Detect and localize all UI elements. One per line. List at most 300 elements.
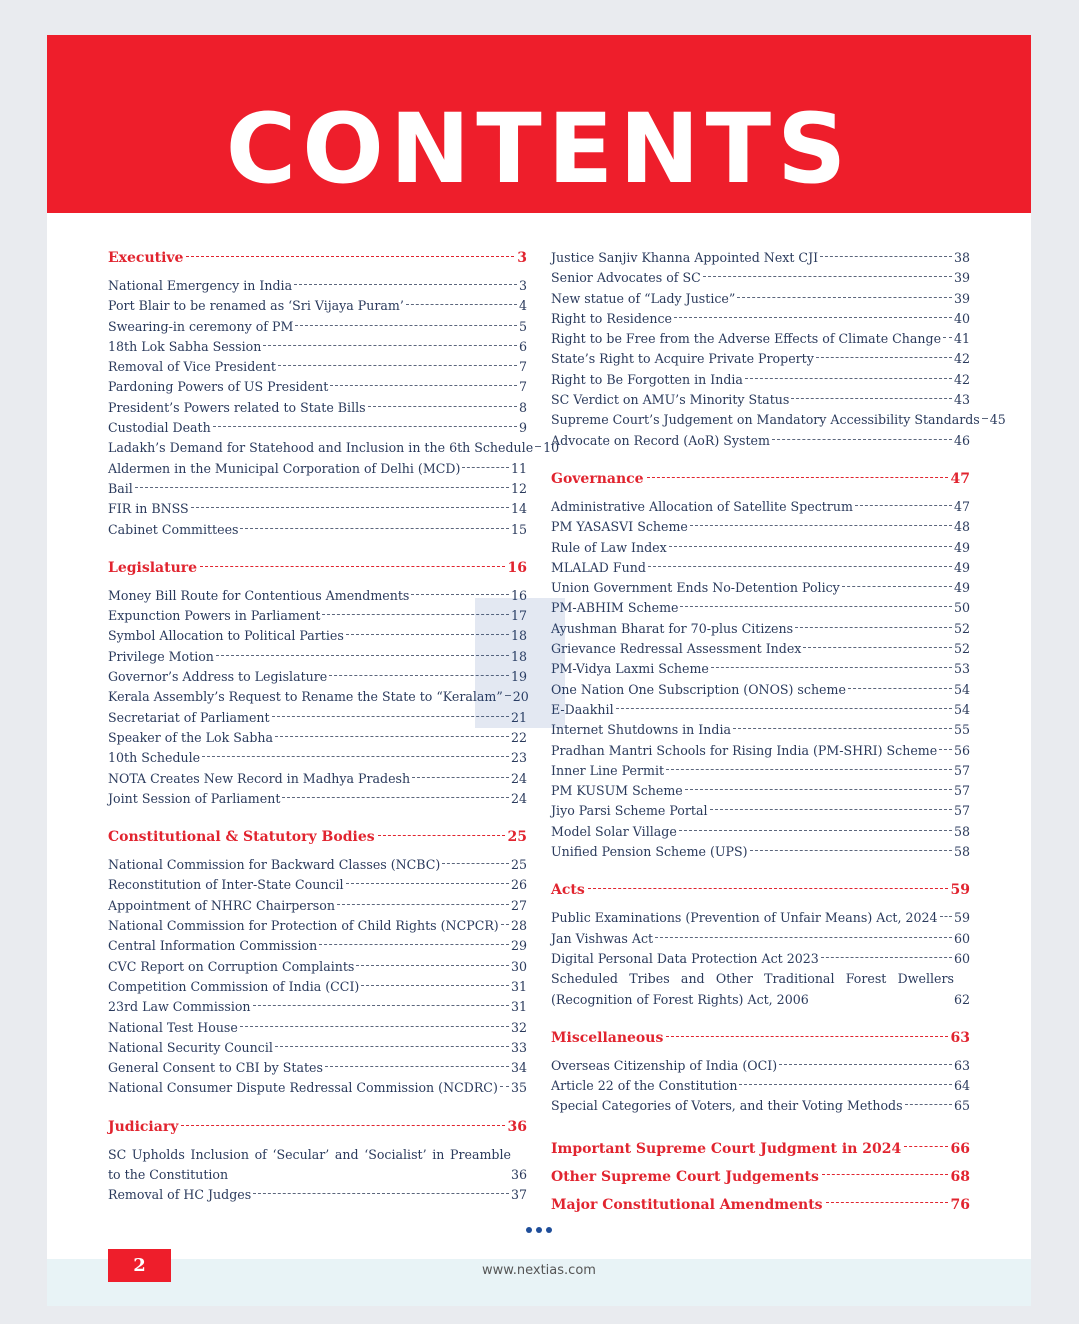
toc-entry-title: Secretariat of Parliament <box>108 709 270 725</box>
toc-entry-page: 45 <box>989 412 1006 428</box>
toc-entry[interactable] <box>551 370 970 390</box>
toc-entry[interactable] <box>108 1078 527 1098</box>
toc-entry-page: 29 <box>510 938 527 954</box>
toc-entry[interactable] <box>551 969 970 1010</box>
toc-entry[interactable] <box>108 855 527 875</box>
toc-entry[interactable] <box>551 761 970 781</box>
leader-dots <box>820 256 952 257</box>
toc-entry-title: National Commission for Backward Classes (NCBC) <box>108 857 441 873</box>
toc-entry[interactable] <box>551 801 970 821</box>
toc-entry-title: Speaker of the Lok Sabha <box>108 729 274 745</box>
toc-entry-page: 53 <box>953 661 970 677</box>
toc-entry-title: Competition Commission of India (CCI) <box>108 978 360 994</box>
toc-entry[interactable] <box>551 700 970 720</box>
toc-entry-title: Governor’s Address to Legislature <box>108 669 328 685</box>
section-heading-title: Acts <box>551 882 585 899</box>
toc-entry-page: 39 <box>953 290 970 306</box>
toc-entry-title: Right to be Free from the Adverse Effects of Climate Change <box>551 331 942 347</box>
toc-entry-page: 65 <box>953 1098 970 1114</box>
toc-entry-title: Port Blair to be renamed as ‘Sri Vijaya Puram’ <box>108 298 404 314</box>
leader-dots <box>940 916 952 917</box>
leader-dots <box>750 850 952 851</box>
toc-entry-page: 35 <box>510 1080 527 1096</box>
toc-entry[interactable] <box>108 957 527 977</box>
toc-entry-title: MLALAD Fund <box>551 559 646 575</box>
toc-entry-page: 49 <box>953 539 970 555</box>
toc-entry-page: 59 <box>953 910 970 926</box>
toc-entry-page: 4 <box>518 298 527 314</box>
leader-dots <box>803 647 952 648</box>
leader-dots <box>322 614 509 615</box>
toc-entry-page: 54 <box>953 701 970 717</box>
toc-entry-page: 36 <box>510 1166 527 1182</box>
section-heading[interactable] <box>108 558 527 578</box>
toc-entry-page: 30 <box>510 958 527 974</box>
toc-entry-page: 55 <box>953 722 970 738</box>
spacer <box>108 540 527 558</box>
toc-entry[interactable] <box>108 728 527 748</box>
toc-entry[interactable] <box>551 431 970 451</box>
toc-entry-page: 34 <box>510 1060 527 1076</box>
section-heading-page: 25 <box>507 829 527 846</box>
toc-entry[interactable] <box>108 499 527 519</box>
toc-entry-title: Expunction Powers in Parliament <box>108 608 321 624</box>
toc-entry-page: 23 <box>510 750 527 766</box>
toc-entry-title: Digital Personal Data Protection Act 2023 <box>551 950 819 966</box>
toc-entry-title: Swearing-in ceremony of PM <box>108 318 294 334</box>
leader-dots <box>275 736 509 737</box>
section-heading-page: 36 <box>507 1118 527 1135</box>
toc-entry[interactable] <box>551 781 970 801</box>
leader-dots <box>500 1086 509 1087</box>
leader-dots <box>822 1174 948 1175</box>
toc-entry-title: Advocate on Record (AoR) System <box>551 432 770 448</box>
toc-entry[interactable] <box>108 606 527 626</box>
toc-entry-page: 28 <box>510 918 527 934</box>
toc-entry[interactable] <box>551 842 970 862</box>
toc-entry-title: Removal of HC Judges <box>108 1187 252 1203</box>
toc-entry-title: PM-ABHIM Scheme <box>551 600 679 616</box>
leader-dots <box>330 385 517 386</box>
toc-entry[interactable] <box>108 667 527 687</box>
toc-entry-page: 12 <box>510 480 527 496</box>
toc-entry[interactable] <box>108 1185 527 1205</box>
leader-dots <box>216 655 509 656</box>
section-heading-title: Constitutional & Statutory Bodies <box>108 829 375 846</box>
toc-entry-title: Reconstitution of Inter-State Council <box>108 877 344 893</box>
toc-entry-page: 48 <box>953 519 970 535</box>
toc-entry-title: Jan Vishwas Act <box>551 930 654 946</box>
toc-entry-page: 40 <box>953 310 970 326</box>
toc-entry[interactable] <box>551 598 970 618</box>
toc-entry-title: National Security Council <box>108 1039 273 1055</box>
section-heading-page: 47 <box>950 470 970 487</box>
toc-entry-title: New statue of “Lady Justice” <box>551 290 736 306</box>
toc-entry[interactable] <box>551 558 970 578</box>
spacer <box>551 900 970 908</box>
leader-dots <box>253 1193 509 1194</box>
toc-entry-page: 27 <box>510 897 527 913</box>
left-column <box>108 248 560 1224</box>
leader-dots <box>703 276 952 277</box>
toc-entry[interactable] <box>551 741 970 761</box>
toc-entry[interactable] <box>108 479 527 499</box>
spacer <box>551 1048 970 1056</box>
toc-entry[interactable] <box>551 268 970 288</box>
toc-entry-title: National Test House <box>108 1019 238 1035</box>
toc-entry-page: 22 <box>510 729 527 745</box>
toc-entry-page: 54 <box>953 681 970 697</box>
leader-dots <box>666 769 952 770</box>
leader-dots <box>361 985 509 986</box>
toc-entry-title: E-Daakhil <box>551 701 614 717</box>
toc-entry-title: Administrative Allocation of Satellite Spectrum <box>551 498 853 514</box>
section-heading-title: Legislature <box>108 559 198 576</box>
leader-dots <box>325 1066 509 1067</box>
spacer <box>551 862 970 880</box>
toc-entry-page: 39 <box>953 270 970 286</box>
section-heading-page: 63 <box>950 1029 970 1046</box>
toc-entry-title: Inner Line Permit <box>551 762 665 778</box>
leader-dots <box>263 345 517 346</box>
toc-entry-page: 9 <box>518 420 527 436</box>
toc-entry-page: 46 <box>953 432 970 448</box>
toc-entry[interactable] <box>551 1096 970 1116</box>
section-heading-page: 16 <box>507 559 527 576</box>
toc-entry-page: 49 <box>953 559 970 575</box>
toc-entry[interactable] <box>108 586 527 606</box>
leader-dots <box>253 1005 509 1006</box>
leader-dots <box>462 467 509 468</box>
toc-entry[interactable] <box>108 896 527 916</box>
leader-dots <box>295 325 517 326</box>
spacer <box>108 578 527 586</box>
section-heading[interactable] <box>108 248 527 268</box>
spacer <box>551 1010 970 1028</box>
toc-entry-page: 38 <box>953 250 970 265</box>
leader-dots <box>679 830 952 831</box>
leader-dots <box>240 528 508 529</box>
leader-dots <box>690 525 952 526</box>
special-section-title: Important Supreme Court Judgment in 2024 <box>551 1140 902 1157</box>
toc-entry-title: Public Examinations (Prevention of Unfair Means) Act, 2024 <box>551 910 938 926</box>
toc-entry[interactable] <box>108 1018 527 1038</box>
toc-entry-page: 58 <box>953 844 970 860</box>
toc-entry[interactable] <box>108 1038 527 1058</box>
toc-entry-page: 56 <box>953 742 970 758</box>
toc-entry-title: Special Categories of Voters, and their Voting Methods <box>551 1098 903 1114</box>
toc-entry[interactable] <box>108 1058 527 1078</box>
leader-dots <box>739 1084 951 1085</box>
toc-entry-page: 3 <box>518 278 527 293</box>
toc-entry-title: General Consent to CBI by States <box>108 1060 323 1076</box>
special-section-link[interactable] <box>551 1135 970 1163</box>
leader-dots <box>535 446 541 447</box>
toc-entry-title: Money Bill Route for Contentious Amendments <box>108 587 410 603</box>
toc-entry-title: Justice Sanjiv Khanna Appointed Next CJI <box>551 250 819 265</box>
toc-entry-title: 18th Lok Sabha Session <box>108 338 262 354</box>
toc-entry-title: National Commission for Protection of Child Rights (NCPCR) <box>108 918 499 934</box>
toc-entry-title: SC Upholds Inclusion of ‘Secular’ and ‘Socialist’ in Preamble to the Constitution <box>108 1146 511 1182</box>
toc-entry-page: 32 <box>510 1019 527 1035</box>
toc-entry[interactable] <box>551 680 970 700</box>
toc-entry[interactable] <box>551 720 970 740</box>
toc-entry[interactable] <box>551 410 1006 430</box>
section-heading-title: Miscellaneous <box>551 1029 664 1046</box>
section-heading[interactable] <box>108 1117 527 1137</box>
toc-entry[interactable] <box>551 349 970 369</box>
banner-title: CONTENTS <box>225 93 853 205</box>
contents-page <box>47 35 1031 1306</box>
leader-dots <box>616 708 952 709</box>
toc-entry-page: 11 <box>510 460 527 476</box>
leader-dots <box>411 594 509 595</box>
toc-entry[interactable] <box>551 497 970 517</box>
section-heading[interactable] <box>551 880 970 900</box>
leader-dots <box>278 365 517 366</box>
toc-entry[interactable] <box>551 578 970 598</box>
toc-entry[interactable] <box>551 289 970 309</box>
toc-entry[interactable] <box>551 929 970 949</box>
section-heading[interactable] <box>551 1028 970 1048</box>
toc-entry-title: PM-Vidya Laxmi Scheme <box>551 661 709 677</box>
toc-entry[interactable] <box>108 708 527 728</box>
toc-entry-title: President’s Powers related to State Bills <box>108 399 366 415</box>
leader-dots <box>816 357 952 358</box>
website-link[interactable]: www.nextias.com <box>482 1263 596 1278</box>
toc-entry[interactable] <box>551 517 970 537</box>
toc-entry-title: PM KUSUM Scheme <box>551 783 683 799</box>
leader-dots <box>356 965 509 966</box>
toc-entry-page: 5 <box>518 318 527 334</box>
toc-entry-page: 33 <box>510 1039 527 1055</box>
more-indicator-icon <box>526 1227 552 1235</box>
leader-dots <box>412 777 509 778</box>
leader-dots <box>711 667 952 668</box>
leader-dots <box>795 627 952 628</box>
toc-entry[interactable] <box>108 875 527 895</box>
toc-entry[interactable] <box>108 377 527 397</box>
leader-dots <box>791 398 952 399</box>
leader-dots <box>319 944 509 945</box>
spacer <box>551 451 970 469</box>
toc-entry[interactable] <box>108 916 527 936</box>
leader-dots <box>181 1125 504 1126</box>
leader-dots <box>378 835 505 836</box>
toc-entry-title: National Consumer Dispute Redressal Commission (NCDRC) <box>108 1080 498 1096</box>
leader-dots <box>200 566 504 567</box>
leader-dots <box>733 728 952 729</box>
toc-entry-title: 10th Schedule <box>108 750 201 766</box>
special-section-link[interactable] <box>551 1191 970 1219</box>
toc-entry-title: Right to Residence <box>551 310 672 326</box>
toc-entry-title: CVC Report on Corruption Complaints <box>108 958 355 974</box>
leader-dots <box>745 378 952 379</box>
toc-entry[interactable] <box>108 1145 527 1186</box>
toc-entry[interactable] <box>108 418 527 438</box>
toc-entry-page: 21 <box>510 709 527 725</box>
toc-entry[interactable] <box>108 438 560 458</box>
toc-entry[interactable] <box>551 1056 970 1076</box>
section-heading[interactable] <box>108 827 527 847</box>
spacer <box>551 1117 970 1135</box>
toc-entry[interactable] <box>108 687 527 707</box>
toc-entry[interactable] <box>108 337 527 357</box>
leader-dots <box>346 883 509 884</box>
toc-entry-title: Union Government Ends No-Detention Policy <box>551 580 840 596</box>
toc-entry-title: Custodial Death <box>108 420 211 436</box>
toc-entry-page: 47 <box>953 498 970 514</box>
toc-entry-title: Pradhan Mantri Schools for Rising India (PM-SHRI) Scheme <box>551 742 938 758</box>
spacer <box>108 847 527 855</box>
leader-dots <box>346 634 509 635</box>
toc-entry[interactable] <box>108 398 527 418</box>
toc-entry-title: NOTA Creates New Record in Madhya Pradesh <box>108 770 411 786</box>
toc-entry-page: 58 <box>953 823 970 839</box>
toc-entry[interactable] <box>108 296 527 316</box>
leader-dots <box>647 477 948 478</box>
toc-entry-page: 52 <box>953 620 970 636</box>
toc-entry-title: Overseas Citizenship of India (OCI) <box>551 1057 778 1073</box>
toc-entry[interactable] <box>551 659 970 679</box>
toc-entry-title: Central Information Commission <box>108 938 318 954</box>
leader-dots <box>191 507 509 508</box>
toc-entry[interactable] <box>551 619 970 639</box>
toc-entry-page: 26 <box>510 877 527 893</box>
toc-entry[interactable] <box>551 1076 970 1096</box>
toc-entry-page: 17 <box>510 608 527 624</box>
leader-dots <box>674 317 952 318</box>
toc-entry[interactable] <box>108 459 527 479</box>
toc-entry-title: National Emergency in India <box>108 278 293 293</box>
toc-entry-page: 57 <box>953 783 970 799</box>
toc-entry-title: Rule of Law Index <box>551 539 667 555</box>
special-section-page: 76 <box>950 1196 970 1213</box>
leader-dots <box>240 1026 509 1027</box>
leader-dots <box>943 337 952 338</box>
toc-entry-title: Cabinet Committees <box>108 521 239 537</box>
toc-entry-page: 62 <box>953 991 970 1007</box>
toc-entry-page: 24 <box>510 790 527 806</box>
leader-dots <box>680 606 952 607</box>
page-number: 2 <box>108 1249 171 1282</box>
toc-entry-page: 16 <box>510 587 527 603</box>
toc-entry-page: 63 <box>953 1057 970 1073</box>
leader-dots <box>282 797 509 798</box>
toc-entry[interactable] <box>108 317 527 337</box>
leader-dots <box>501 924 509 925</box>
toc-entry[interactable] <box>108 789 527 809</box>
leader-dots <box>904 1146 947 1147</box>
toc-entry[interactable] <box>108 520 527 540</box>
toc-entry-page: 31 <box>510 978 527 994</box>
leader-dots <box>294 284 517 285</box>
leader-dots <box>329 675 509 676</box>
section-heading[interactable] <box>551 469 970 489</box>
toc-entry-title: SC Verdict on AMU’s Minority Status <box>551 392 790 408</box>
right-column <box>551 248 1006 1219</box>
toc-entry[interactable] <box>551 309 970 329</box>
section-heading-page: 59 <box>950 882 970 899</box>
toc-entry-page: 42 <box>953 351 970 367</box>
toc-entry[interactable] <box>551 822 970 842</box>
leader-dots <box>939 749 952 750</box>
section-heading-page: 3 <box>517 250 527 266</box>
toc-entry-page: 57 <box>953 762 970 778</box>
toc-entry-page: 60 <box>953 930 970 946</box>
toc-entry-page: 41 <box>953 331 970 347</box>
spacer <box>108 809 527 827</box>
section-heading-title: Governance <box>551 470 644 487</box>
toc-entry-page: 7 <box>518 359 527 375</box>
leader-dots <box>442 863 509 864</box>
contents-banner <box>47 35 1031 213</box>
toc-entry-title: Unified Pension Scheme (UPS) <box>551 844 748 860</box>
leader-dots <box>848 688 952 689</box>
toc-entry-page: 37 <box>510 1187 527 1203</box>
toc-entry-page: 49 <box>953 580 970 596</box>
toc-entry[interactable] <box>108 936 527 956</box>
toc-entry-page: 43 <box>953 392 970 408</box>
toc-entry-title: PM YASASVI Scheme <box>551 519 688 535</box>
spacer <box>108 1099 527 1117</box>
toc-entry[interactable] <box>551 329 970 349</box>
leader-dots <box>666 1036 947 1037</box>
toc-entry-page: 6 <box>518 338 527 354</box>
leader-dots <box>186 256 514 257</box>
spacer <box>108 1137 527 1145</box>
leader-dots <box>669 546 952 547</box>
toc-entry[interactable] <box>108 997 527 1017</box>
spacer <box>108 268 527 276</box>
toc-entry-page: 18 <box>510 648 527 664</box>
toc-entry-title: Ayushman Bharat for 70-plus Citizens <box>551 620 794 636</box>
toc-entry[interactable] <box>551 908 970 928</box>
toc-entry-title: Joint Session of Parliament <box>108 790 281 806</box>
toc-entry[interactable] <box>551 639 970 659</box>
special-section-page: 68 <box>950 1168 970 1185</box>
toc-entry[interactable] <box>108 357 527 377</box>
toc-entry-page: 31 <box>510 999 527 1015</box>
toc-entry[interactable] <box>551 248 970 268</box>
toc-entry-title: Ladakh’s Demand for Statehood and Inclusion in the 6th Schedule <box>108 440 534 456</box>
leader-dots <box>368 406 517 407</box>
toc-entry[interactable] <box>551 949 970 969</box>
leader-dots <box>779 1064 952 1065</box>
toc-entry-title: One Nation One Subscription (ONOS) scheme <box>551 681 846 697</box>
toc-entry[interactable] <box>108 626 527 646</box>
special-section-link[interactable] <box>551 1163 970 1191</box>
toc-entry[interactable] <box>551 390 970 410</box>
special-section-page: 66 <box>950 1140 970 1157</box>
toc-entry-title: Supreme Court’s Judgement on Mandatory Accessibility Standards <box>551 412 980 428</box>
toc-entry[interactable] <box>108 748 527 768</box>
toc-entry[interactable] <box>108 977 527 997</box>
spacer <box>108 1206 527 1224</box>
toc-entry[interactable] <box>108 769 527 789</box>
toc-entry-title: Right to Be Forgotten in India <box>551 371 743 387</box>
leader-dots <box>772 439 952 440</box>
toc-entry[interactable] <box>108 647 527 667</box>
toc-entry-page: 7 <box>518 379 527 395</box>
toc-entry[interactable] <box>551 538 970 558</box>
leader-dots <box>213 426 517 427</box>
toc-entry[interactable] <box>108 276 527 296</box>
section-heading-title: Executive <box>108 250 184 266</box>
toc-entry-page: 57 <box>953 803 970 819</box>
toc-entry-page: 15 <box>510 521 527 537</box>
leader-dots <box>905 1104 952 1105</box>
